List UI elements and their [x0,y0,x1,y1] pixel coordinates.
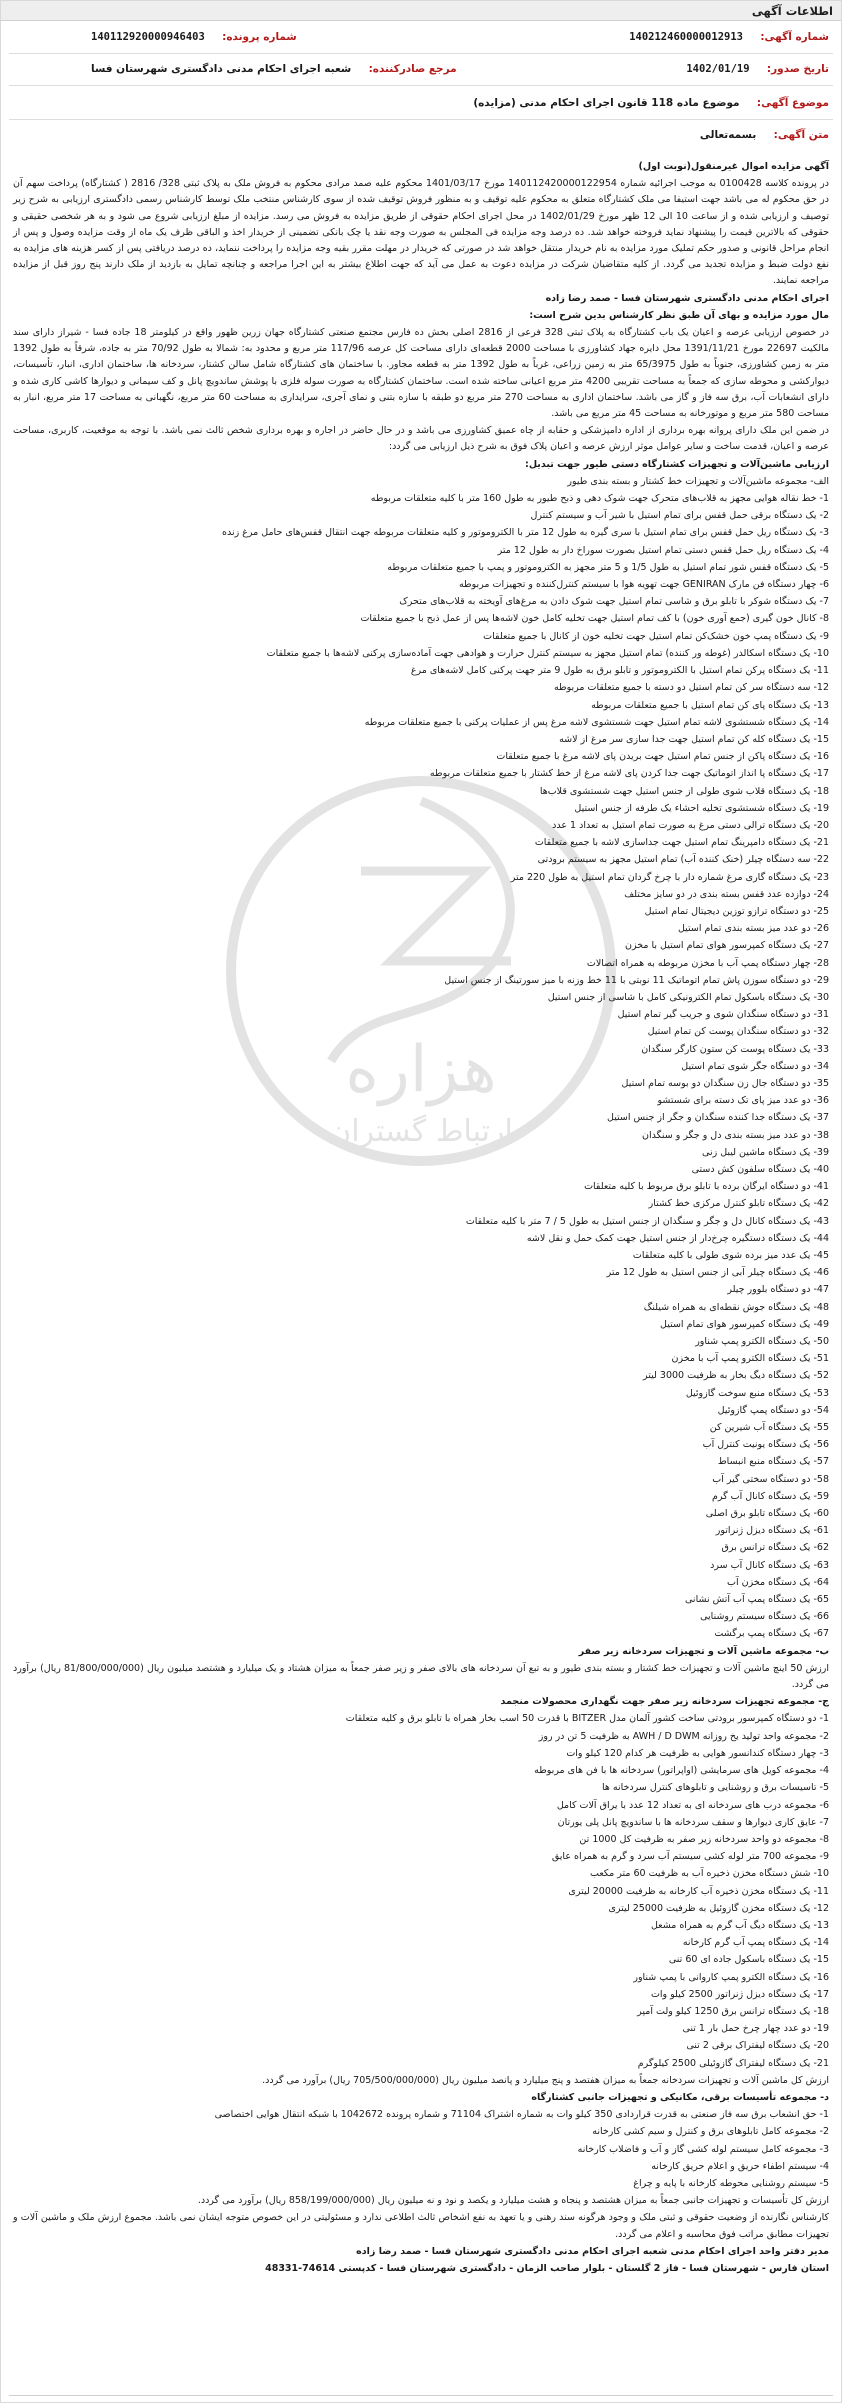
body-paragraph: 6- چهار دستگاه فن مارک GENIRAN جهت تهویه هوا با سیستم کنترل‌کننده و تجهیزات مربوطه [458,579,829,591]
body-paragraph: ارزیابی ماشین‌آلات و تجهیزات کشتارگاه دستی طیور جهت تبدیل: [525,458,829,470]
subject-row [473,97,829,109]
body-paragraph: 11- یک دستگاه مخزن ذخیره آب کارخانه به ظرفیت 20000 لیتری [568,1885,829,1897]
body-paragraph: 45- یک عدد میز برده شوی طولی با کلیه متعلقات [632,1250,829,1261]
body-paragraph: مال مورد مزایده و بهای آن طبق نظر کارشناس بدین شرح است: [529,309,829,321]
body-paragraph: 15- یک دستگاه کله کن تمام استیل جهت جدا سازی سر مرغ از لاشه [559,733,829,745]
case-number-value: 140112920000946403 [91,31,205,43]
body-paragraph: در خصوص ارزیابی عرصه و اعیان یک باب کشتارگاه به پلاک ثبتی 328 فرعی از 2816 اصلی بخش ده فارس مجتمع صنعتی کشتارگاه جهان زرین ظهور واقع در کیلومتر 18 جاده فسا - شیراز دارای سند مالکیت 22697 مورخ 1391/11/21 محل دایره جهاد کشاورزی با مساحت 2000 قطعه‌ای دارای مساحت کل عرصه 117/96 متر مربع و محدود به: شمالا به طول 70/92 متر به جاده، شرقاً به طول 1392 متر به زمین کشاورزی، جنوباً به طول 65/3975 متر به زمین زراعی، غرباً به طول 1392 متر به قطعه مجاور. با ساختمان های کشتارگاه شامل سالن کشتار، سردخانه ها، ساختمان اداری، انبار، تأسیسات، دیوارکشی و محوطه سازی که جمعاً به مساحت تقریبی 4200 متر مربع اعیانی ساخته شده است. ساختمان کشتارگاه به صورت سوله فلزی با پوشش ساندویچ پانل و کف سیمانی و دیوارها کاشی کاری شده و دارای انشعابات آب، برق سه فاز و گاز می باشد. ساختمان اداری به مساحت 270 متر مربع دو طبقه با سازه بتنی و نمای آجری، سرایداری به مساحت 60 متر مربع، نگهبانی به مساحت 17 متر مربع، انبار به مساحت 580 متر مربع و موتورخانه به مساحت 45 متر مربع می باشد. [13,327,830,420]
body-paragraph: 27- یک دستگاه کمپرسور هوای تمام استیل با مخزن [625,940,829,952]
body-paragraph: 15- یک دستگاه باسکول جاده ای 60 تنی [668,1954,829,1966]
body-paragraph: 50- یک دستگاه الکترو پمپ شناور [695,1336,829,1348]
body-paragraph: 57- یک دستگاه منبع انبساط [717,1456,829,1468]
body-paragraph: 10- شش دستگاه مخزن ذخیره آب به ظرفیت 60 متر مکعب [590,1868,829,1880]
body-paragraph: ارزش 50 اینچ ماشین آلات و تجهیزات خط کشتار و بسته بندی طیور و به تبع آن سردخانه های بالای صفر و زیر صفر جمعاً به میزان هشتاد و یک میلیارد و هشتصد میلیون ریال (81/800/000/000 ریال) برآورد می گردد. [13,1662,829,1691]
body-paragraph: 5- سیستم روشنایی محوطه کارخانه با پایه و چراغ [633,2177,829,2189]
issuer-label: مرجع صادرکننده: [368,63,457,75]
body-paragraph: 13- یک دستگاه دیگ آب گرم به همراه مشعل [650,1919,829,1931]
body-paragraph: 67- یک دستگاه پمپ برگشت [714,1628,829,1640]
svg-text:هزاره: هزاره [345,1033,497,1107]
body-paragraph: در پرونده کلاسه 0100428 به موجب اجرائیه شماره 140112420000122954 مورخ 1401/03/17 محکوم علیه صمد مرادی محکوم به فروش ملک به پلاک ثبتی 328/ 2816 ( کشتارگاه) پرداخت سهم آن در حق محکوم له می باشد جهت استیفا می ملک کشتارگاه متعلق به محکوم علیه توقیف و به منظور فروش توقیف شده از سوی کارشناس منتخب ملک توسط کارشناس رسمی دادگستری ارزیابی به شرح زیر توصیف و ارزیابی شده و از ساعت 10 الی 12 ظهر مورخ 1402/01/29 در محل اجرای احکام حقوقی از طریق مزایده به فروش می رسد. مزایده از مبلغ ارزیابی شروع می شود و به هر شخصی حقیقی و حقوقی که بالاترین قیمت را پیشنهاد نماید فروخته خواهد شد. ده درصد وجه مزایده فی المجلس به صورت وجه نقد یا چک بانکی تضمینی از خریدار اخذ و الباقی ظرف یک ماه از وقت مزایده وصول و پس از انجام مراحل قانونی و صدور حکم تملیک مورد مزایده به نام خریدار منتقل خواهد شد در صورتی که خریدار در مهلت مقرر بقیه وجه مزایده را پرداخت ننماید، ده درصد دریافتی پس از کسر هزینه های مزایده به نفع دولت ضبط و مزایده تجدید می گردد. از کلیه متقاضیان شرکت در مزایده دعوت به عمل می آید که جهت اطلاع بیشتر به این اجرا مراجعه و چنانچه تمایل به بازدید از ملک دارند پنج روز قبل از مزایده مراجعه نمایند. [13,178,829,287]
body-paragraph: 26- دو عدد میز بسته بندی تمام استیل [677,923,829,935]
body-paragraph: 11- یک دستگاه پرکن تمام استیل با الکتروموتور و تابلو برق به طول 9 متر جهت پرکنی کامل لاشه‌های مرغ [410,665,829,677]
divider [9,85,833,86]
body-paragraph: در ضمن این ملک دارای پروانه بهره برداری از اداره دامپزشکی و حقابه از چاه عمیق کشاورزی می باشد و در حال حاضر در اجاره و بهره برداری شخص ثالث نمی باشد. با توجه به موقعیت، کاربری، مساحت عرصه و اعیان، قدمت ساخت و سایر عوامل موثر ارزش عرصه و اعیان پلاک فوق به شرح ذیل ارزیابی می گردد: [13,425,829,453]
body-paragraph: 49- یک دستگاه کمپرسور هوای تمام استیل [660,1318,829,1330]
body-paragraph: 13- یک دستگاه پای کن تمام استیل با جمیع متعلقات مربوطه [591,699,829,711]
body-paragraph: 7- یک دستگاه شوکر با تابلو برق و شاسی تمام استیل جهت شوک دادن به مرغ‌های آویخته به قلاب‌های متحرک [399,596,829,608]
body-label-row [700,129,829,141]
body-paragraph: 12- یک دستگاه مخزن گازوئیل به ظرفیت 25000 لیتری [608,1902,829,1914]
svg-text:ارتباط گستران: ارتباط گستران [329,1114,513,1149]
body-paragraph: 17- یک دستگاه دیزل ژنراتور 2500 کیلو وات [650,1988,829,2000]
issue-date-value: 1402/01/19 [686,63,750,75]
body-paragraph: مدیر دفتر واحد اجرای احکام مدنی شعبه اجرای احکام مدنی دادگستری شهرستان فسا - صمد رضا زاده [356,2245,829,2257]
body-paragraph: 55- یک دستگاه آب شیرین کن [709,1422,829,1434]
body-paragraph: 3- چهار دستگاه کندانسور هوایی به ظرفیت هر کدام 120 کیلو وات [566,1747,829,1759]
body-paragraph: 28- چهار دستگاه پمپ آب با مخزن مربوطه به همراه اتصالات [586,957,829,969]
issue-date-row [686,63,829,75]
body-paragraph: 12- سه دستگاه سر کن تمام استیل دو دسته با جمیع متعلقات مربوطه [553,682,829,694]
body-paragraph: 20- یک دستگاه لیفتراک برقی 2 تنی [686,2040,829,2052]
body-paragraph: 38- دو عدد میز بسته بندی دل و جگر و سنگدان [642,1129,829,1141]
body-paragraph: اجرای احکام مدنی دادگستری شهرستان فسا - صمد رضا زاده [545,292,829,304]
body-paragraph: آگهی مزایده اموال غیرمنقول(نوبت اول) [638,161,829,172]
body-paragraph: 29- دو دستگاه سوزن پاش تمام اتوماتیک 11 نوبتی با 11 خط وزنه با میز سورتینگ از جنس استیل [444,974,829,986]
body-paragraph: 2- یک دستگاه برقی حمل قفس برای تمام استیل با شیر آب و سیستم کنترل [530,510,829,522]
body-paragraph: 3- مجموعه کامل سیستم لوله کشی گاز و آب و فاضلاب کارخانه [577,2143,829,2155]
issuer-value: شعبه اجرای احکام مدنی دادگستری شهرستان فسا [91,63,352,75]
body-paragraph: 35- دو دستگاه جال زن سنگدان دو بوسه تمام استیل [621,1077,829,1089]
body-paragraph: 5- تاسیسات برق و روشنایی و تابلوهای کنترل سردخانه ها [601,1782,829,1794]
body-paragraph: 39- یک دستگاه ماشین لیبل زنی [702,1146,829,1158]
ad-number-value: 140212460000012913 [629,31,743,43]
body-paragraph: 36- دو عدد میز پای تک دسته برای شستشو [657,1095,829,1107]
body-paragraph: 8- کانال خون گیری (جمع آوری خون) با کف تمام استیل جهت تخلیه کامل خون لاشه‌ها پس از عمل ذبح با جمیع متعلقات [360,613,829,625]
body-paragraph: 19- یک دستگاه شستشوی تخلیه احشاء یک طرفه از جنس استیل [574,802,829,814]
body-paragraph: 1- خط نقاله هوایی مجهز به قلاب‌های متحرک جهت شوک دهی و ذبح طیور به طول 160 متر با کلیه متعلقات مربوطه [370,493,829,505]
divider [9,53,833,54]
body-paragraph: 4- سیستم اطفاء حریق و اعلام حریق کارخانه [651,2160,829,2172]
body-paragraph: 8- مجموعه دو واحد سردخانه زیر صفر به ظرفیت کل 1000 تن [579,1833,829,1845]
body-paragraph: 5- یک دستگاه قفس شور تمام استیل به طول 1/5 و 5 متر مجهز به الکتروموتور و پمپ با جمیع متعلقات مربوطه [387,561,829,573]
body-paragraph: ارزش کل ماشین آلات و تجهیزات سردخانه جمعاً به میزان هفتصد و پنج میلیارد و پانصد میلیون ریال (705/500/000/000 ریال) برآورد می گردد. [262,2074,829,2086]
body-paragraph: 4- مجموعه کویل های سرمایشی (اواپراتور) سردخانه ها با فن های مربوطه [534,1765,829,1777]
body-paragraph: 16- یک دستگاه الکترو پمپ کاروانی با پمپ شناور [633,1971,829,1983]
body-paragraph: 23- یک دستگاه گاری مرغ شماره دار با چرخ گردان تمام استیل به طول 220 متر [510,871,829,883]
body-paragraph: 18- یک دستگاه ترانس برق 1250 کیلو ولت آمپر [637,2005,829,2017]
body-paragraph: 48- یک دستگاه جوش نقطه‌ای به همراه شیلنگ [643,1301,829,1313]
body-paragraph: 44- یک دستگاه دستگیره چرخ‌دار از جنس استیل جهت کمک حمل و نقل لاشه [526,1232,829,1244]
body-paragraph: 43- یک دستگاه کانال دل و جگر و سنگدان از جنس استیل به طول 5 / 7 متر با کلیه متعلقات [465,1215,829,1227]
body-paragraph: 31- دو دستگاه سنگدان شوی و جریب گیر تمام استیل [617,1009,829,1021]
body-paragraph: 34- دو دستگاه جگر شوی تمام استیل [681,1060,829,1072]
body-paragraph: 61- یک دستگاه دیزل ژنراتور [715,1525,829,1537]
body-paragraph: 6- مجموعه درب های سردخانه ای به تعداد 12 عدد با یراق آلات کامل [556,1799,829,1811]
subject-value: موضوع ماده 118 قانون اجرای احکام مدنی (مزایده) [473,97,740,109]
body-paragraph: کارشناس نگارنده از وضعیت حقوقی و ثبتی ملک و وجود هرگونه سند رهنی و یا تعهد به نفع اشخاص ثالث اطلاعی ندارد و مسئولیتی در این خصوص متوجه ایشان نمی باشد. مجموع ارزش ملک و ماشین آلات و تجهیزات مطابق مراتب فوق محاسبه و اعلام می گردد. [13,2212,829,2240]
body-paragraph: 56- یک دستگاه یونیت کنترل آب [702,1439,829,1451]
body-paragraph: 1- حق انشعاب برق سه فاز صنعتی به قدرت قراردادی 350 کیلو وات به شماره اشتراک 71104 و شماره پرونده 1042672 با شبکه انتقال هوایی اختصاصی [214,2109,829,2121]
body-paragraph: 46- یک دستگاه چیلر آبی از جنس استیل به طول 12 متر [606,1267,829,1279]
body-paragraph: 33- یک دستگاه پوست کن ستون کارگر سنگدان [641,1043,829,1055]
body-paragraph: 16- یک دستگاه پاکن از جنس تمام استیل جهت بریدن پای لاشه مرغ با جمیع متعلقات [496,751,829,763]
header-bar [1,1,841,21]
body-paragraph: 54- دو دستگاه پمپ گازوئیل [717,1404,829,1416]
body-paragraph: 60- یک دستگاه تابلو برق اصلی [705,1508,829,1520]
footer-divider [9,2395,833,2396]
case-number-label: شماره پرونده: [222,31,297,43]
body-paragraph: 4- یک دستگاه ریل حمل قفس دستی تمام استیل بصورت سوراخ دار به طول 12 متر [497,544,829,556]
header-title: اطلاعات آگهی [751,4,833,18]
body-paragraph: 14- یک دستگاه پمپ آب گرم کارخانه [682,1937,829,1949]
body-paragraph: 58- دو دستگاه سختی گیر آب [712,1473,829,1485]
body-paragraph: 17- یک دستگاه پا انداز اتوماتیک جهت جدا کردن پای لاشه مرغ از خط کشتار با جمیع متعلقات مربوطه [429,768,829,780]
body-paragraph: 9- مجموعه 700 متر لوله کشی سیستم آب سرد و گرم به همراه عایق [551,1851,829,1863]
body-paragraph: ب- مجموعه ماشین آلات و تجهیزات سردخانه زیر صفر [578,1645,829,1657]
case-number-row [91,31,297,43]
body-paragraph: 64- یک دستگاه مخزن آب [727,1576,829,1588]
body-start: بسمه‌تعالی [699,129,757,141]
ad-number-label: شماره آگهی: [760,31,829,43]
body-paragraph: ارزش کل تأسیسات و تجهیزات جانبی جمعاً به میزان هشتصد و پنجاه و هشت میلیارد و یکصد و نود و نه میلیون ریال (858/199/000/000 ریال) برآورد می گردد. [197,2195,829,2207]
body-paragraph: استان فارس - شهرستان فسا - فاز 2 گلستان - بلوار صاحب الزمان - دادگستری شهرستان فسا - کدپستی 74614-48331 [265,2262,829,2274]
body-paragraph: 32- دو دستگاه سنگدان پوست کن تمام استیل [647,1026,829,1038]
body-paragraph: 42- یک دستگاه تابلو کنترل مرکزی خط کشتار [648,1198,829,1210]
body-paragraph: الف- مجموعه ماشین‌آلات و تجهیزات خط کشتار و بسته بندی طیور [567,475,829,487]
body-paragraph: 18- یک دستگاه قلاب شوی طولی از جنس استیل جهت شستشوی قلاب‌ها [539,785,829,797]
subject-label: موضوع آگهی: [756,97,829,109]
issuer-row [91,63,457,75]
body-paragraph: 51- یک دستگاه الکترو پمپ آب با مخزن [671,1353,829,1365]
issue-date-label: تاریخ صدور: [766,63,829,75]
body-paragraph: 7- عایق کاری دیوارها و سقف سردخانه ها با ساندویچ پانل پلی یورتان [557,1816,829,1828]
body-paragraph: 59- یک دستگاه کانال آب گرم [711,1490,829,1502]
body-paragraph: 20- یک دستگاه ترالی دستی مرغ به صورت تمام استیل به تعداد 1 عدد [552,819,829,831]
body-paragraph: 37- یک دستگاه جدا کننده سنگدان و جگر از جنس استیل [607,1112,829,1124]
body-paragraph: 41- دو دستگاه ایرگان برده با تابلو برق مربوط با کلیه متعلقات [584,1181,829,1193]
body-paragraph: 53- یک دستگاه منبع سوخت گازوئیل [685,1387,829,1399]
body-paragraph: 9- یک دستگاه پمپ خون خشک‌کن تمام استیل جهت تخلیه خون از کانال با جمیع متعلقات [483,630,829,642]
divider [9,119,833,120]
body-paragraph: 10- یک دستگاه اسکالدر (غوطه ور کننده) تمام استیل مجهز به سیستم کنترل حرارت و هوادهی جهت آماده‌سازی پرکنی لاشه‌ها با جمیع متعلقات [266,647,829,659]
body-paragraph: 3- یک دستگاه ریل حمل قفس برای تمام استیل با سری گیره به طول 12 متر با الکتروموتور و کلیه متعلقات مربوطه جهت انتقال قفس‌های حامل مرغ زنده [222,527,829,539]
body-paragraph: 66- یک دستگاه سیستم روشنایی [700,1611,829,1623]
ad-number-row [629,31,829,43]
body-paragraph: 62- یک دستگاه ترانس برق [721,1542,829,1554]
body-paragraph: 22- سه دستگاه چیلر (خنک کننده آب) تمام استیل مجهز به سیستم برودتی [537,854,829,866]
body-paragraph: 2- مجموعه کامل تابلوهای برق و کنترل و سیم کشی کارخانه [592,2126,829,2138]
body-paragraph: 21- یک دستگاه لیفتراک گازوئیلی 2500 کیلوگرم [637,2057,829,2069]
body-paragraph: 47- دو دستگاه بلوور چیلر [727,1284,829,1296]
body-paragraph: 25- دو دستگاه ترازو توزین دیجیتال تمام استیل [644,905,829,917]
body-paragraph: 65- یک دستگاه پمپ آب آتش نشانی [685,1594,829,1606]
body-paragraph: 52- یک دستگاه دیگ بخار به ظرفیت 3000 لیتر [643,1370,829,1382]
body-paragraph: 1- دو دستگاه کمپرسور برودتی ساخت کشور آلمان مدل BITZER با قدرت 50 اسب بخار همراه با تابلو برق و کلیه متعلقات [345,1713,829,1725]
body-paragraph: 21- یک دستگاه دامپرینگ تمام استیل جهت جداسازی لاشه با جمیع متعلقات [534,837,829,849]
body-paragraph: د- مجموعه تأسیسات برقی، مکانیکی و تجهیزات جانبی کشتارگاه [531,2091,829,2103]
body-paragraph: 30- یک دستگاه باسکول تمام الکترونیکی کامل با شاسی از جنس استیل [547,991,829,1003]
body-paragraph: 24- دوازده عدد قفس بسته بندی در دو سایز مختلف [624,888,829,900]
body-paragraph: ج- مجموعه تجهیزات سردخانه زیر صفر جهت نگهداری محصولات منجمد [500,1696,829,1708]
body-paragraph: 40- یک دستگاه سلفون کش دستی [691,1163,829,1175]
body-paragraph: 19- دو عدد چهار چرخ حمل بار 1 تنی [682,2023,829,2035]
body-label: متن آگهی: [773,129,829,141]
notice-body [13,159,829,2278]
body-paragraph: 14- یک دستگاه شستشوی لاشه تمام استیل جهت شستشوی لاشه مرغ پس از عملیات پرکنی با جمیع متعلقات مربوطه [364,716,829,728]
body-paragraph: 2- مجموعه واحد تولید یخ روزانه AWH / D DWM به ظرفیت 5 تن در روز [538,1730,829,1742]
body-paragraph: 63- یک دستگاه کانال آب سرد [710,1559,829,1571]
